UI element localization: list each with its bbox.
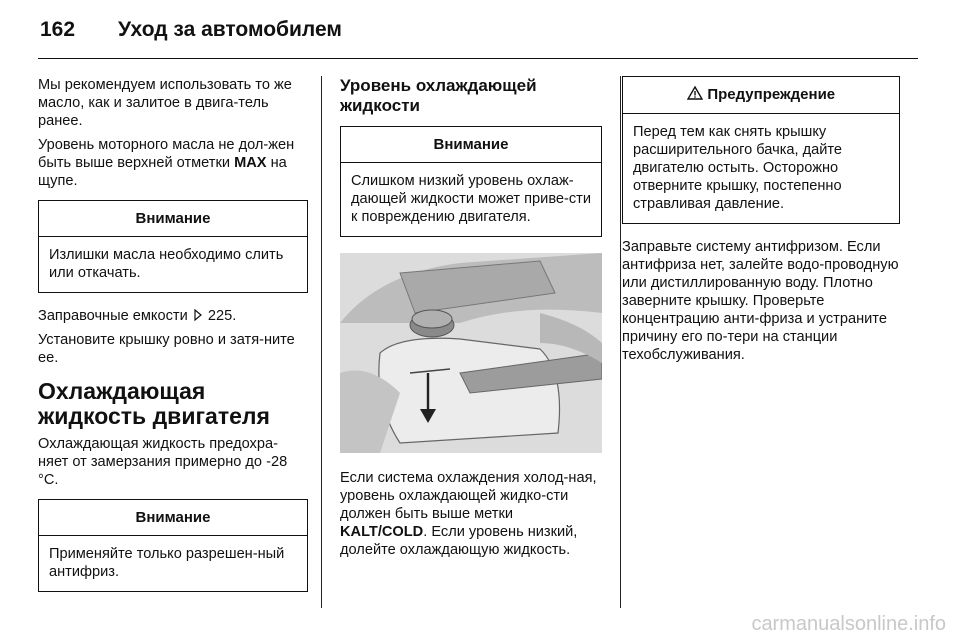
- coolant-intro-text: Охлаждающая жидкость предохра-няет от замерзания примерно до -28 °C.: [38, 436, 288, 488]
- column-divider-2: [620, 76, 621, 608]
- notice-title: Внимание: [341, 127, 601, 163]
- capacities-reference: Заправочные емкости 225.: [38, 308, 237, 324]
- warning-body: Перед тем как снять крышку расширительного бачка, дайте двигателю остыть. Осторожно отверните крышку, постепенно стравливая давление.: [633, 124, 843, 212]
- page-title: Уход за автомобилем: [118, 18, 342, 41]
- warning-triangle-icon: [687, 86, 707, 103]
- page-reference-icon: [192, 309, 204, 321]
- column-divider-1: [321, 76, 322, 608]
- page-link[interactable]: 225.: [207, 308, 237, 324]
- max-mark: MAX: [234, 155, 267, 171]
- notice-box-antifreeze: [38, 499, 308, 592]
- kalt-cold-mark: KALT/COLD: [340, 524, 424, 540]
- coolant-reservoir-photo: [340, 253, 602, 453]
- notice-body: Применяйте только разрешен-ный антифриз.: [49, 546, 285, 580]
- watermark: carmanualsonline.info: [751, 613, 946, 635]
- page-header: [38, 8, 918, 48]
- coolant-level-text: Если система охлаждения холод-ная, уровень охлаждающей жидко-сти должен быть выше метки KALT/COLD. Если уровень низкий, долейте охлаждающую жидкость.: [340, 470, 597, 558]
- cap-instruction-text: Установите крышку ровно и затя-ните ее.: [38, 332, 295, 366]
- page-number: 162: [40, 18, 76, 41]
- antifreeze-instruction-text: Заправьте систему антифризом. Если антифриза нет, залейте водо-проводную или дистиллированную воду. Плотно заверните крышку. Проверьте концентрацию анти-фриза и устраните причину его по-тери на станции техобслуживания.: [622, 239, 899, 363]
- notice-body: Излишки масла необходимо слить или откачать.: [49, 247, 284, 281]
- warning-box: [622, 76, 900, 224]
- oil-level-text: Уровень моторного масла не дол-жен быть выше верхней отметки MAX на щупе.: [38, 137, 295, 189]
- section-title-coolant: Охлаждающая жидкость двигателя: [38, 378, 270, 429]
- column-2: [340, 76, 602, 565]
- notice-title: Внимание: [39, 500, 307, 536]
- notice-box-coolant: [340, 126, 602, 237]
- header-divider: [38, 58, 918, 59]
- column-1: [38, 76, 308, 606]
- oil-recommendation-text: Мы рекомендуем использовать то же масло, как и залитое в двига-тель ранее.: [38, 77, 292, 129]
- notice-title: Внимание: [39, 201, 307, 237]
- notice-box-oil: [38, 200, 308, 293]
- notice-body: Слишком низкий уровень охлаж-дающей жидкости может приве-сти к повреждению двигателя.: [351, 173, 592, 225]
- column-3: [622, 76, 900, 370]
- subsection-title-coolant-level: Уровень охлаждающей жидкости: [340, 76, 537, 115]
- warning-title: Предупреждение: [623, 77, 899, 114]
